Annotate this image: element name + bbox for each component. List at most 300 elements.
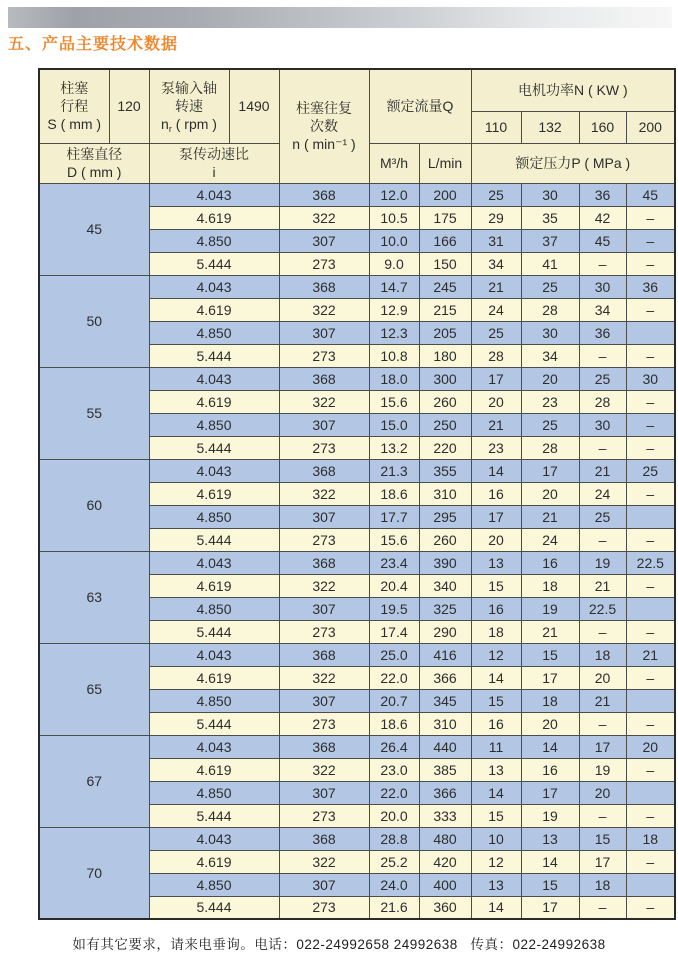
flow-lmin-cell: 295	[419, 505, 471, 528]
pressure-160-cell: 24	[579, 482, 626, 505]
table-row	[39, 551, 675, 574]
plunger-stroke-symbol: S ( mm )	[47, 116, 102, 133]
pressure-132-cell: 21	[521, 620, 579, 643]
flow-m3h-cell: 18.6	[369, 712, 419, 735]
flow-lmin-cell: 180	[419, 344, 471, 367]
pressure-110-cell: 15	[471, 689, 521, 712]
pressure-110-cell: 11	[471, 735, 521, 758]
plunger-stroke-header	[39, 69, 109, 143]
table-header	[39, 69, 675, 183]
ratio-cell: 4.619	[149, 206, 279, 229]
table-row	[39, 183, 675, 206]
ratio-cell: 4.043	[149, 735, 279, 758]
ratio-cell: 4.850	[149, 321, 279, 344]
pressure-110-cell: 20	[471, 528, 521, 551]
plunger-stroke-label-1: 柱塞	[60, 79, 89, 96]
power-col-200: 200	[626, 111, 675, 143]
pressure-132-cell: 28	[521, 436, 579, 459]
pressure-200-cell: –	[626, 758, 675, 781]
flow-lmin-header: L/min	[419, 143, 471, 183]
ratio-cell: 4.850	[149, 597, 279, 620]
flow-m3h-cell: 15.6	[369, 528, 419, 551]
flow-m3h-cell: 22.0	[369, 666, 419, 689]
ratio-cell: 4.619	[149, 298, 279, 321]
flow-m3h-cell: 25.0	[369, 643, 419, 666]
ratio-cell: 4.043	[149, 275, 279, 298]
ratio-cell: 4.850	[149, 689, 279, 712]
flow-lmin-cell: 480	[419, 827, 471, 850]
ratio-cell: 4.619	[149, 758, 279, 781]
pressure-200-cell: –	[626, 390, 675, 413]
diameter-cell: 70	[39, 827, 149, 919]
flow-m3h-cell: 20.0	[369, 804, 419, 827]
flow-m3h-cell: 18.0	[369, 367, 419, 390]
recip-count-cell: 368	[279, 551, 369, 574]
pressure-110-cell: 17	[471, 505, 521, 528]
flow-m3h-cell: 18.6	[369, 482, 419, 505]
recip-count-cell: 273	[279, 804, 369, 827]
pressure-200-cell: 20	[626, 735, 675, 758]
pressure-160-cell: 20	[579, 666, 626, 689]
pressure-160-cell: 18	[579, 873, 626, 896]
pressure-110-cell: 31	[471, 229, 521, 252]
recip-count-cell: 368	[279, 735, 369, 758]
pressure-160-cell: –	[579, 712, 626, 735]
drive-ratio-label-1: 泵传动速比	[179, 145, 249, 162]
pressure-110-cell: 25	[471, 321, 521, 344]
reciprocation-header	[279, 69, 369, 183]
flow-m3h-cell: 17.4	[369, 620, 419, 643]
flow-lmin-cell: 340	[419, 574, 471, 597]
pressure-132-cell: 20	[521, 712, 579, 735]
pressure-200-cell	[626, 781, 675, 804]
pressure-160-cell: 21	[579, 459, 626, 482]
pressure-200-cell: –	[626, 666, 675, 689]
pressure-132-cell: 18	[521, 574, 579, 597]
flow-lmin-cell: 260	[419, 390, 471, 413]
ratio-cell: 4.850	[149, 505, 279, 528]
recip-count-cell: 273	[279, 344, 369, 367]
pressure-200-cell: –	[626, 413, 675, 436]
motor-power-header: 电机功率N ( KW )	[471, 69, 675, 111]
pressure-132-cell: 35	[521, 206, 579, 229]
pressure-160-cell: –	[579, 528, 626, 551]
pressure-110-cell: 14	[471, 896, 521, 919]
pressure-132-cell: 37	[521, 229, 579, 252]
diameter-cell: 67	[39, 735, 149, 827]
pressure-132-cell: 14	[521, 850, 579, 873]
pressure-132-cell: 18	[521, 689, 579, 712]
table-row	[39, 643, 675, 666]
flow-lmin-cell: 366	[419, 666, 471, 689]
pressure-200-cell	[626, 873, 675, 896]
pressure-200-cell: 18	[626, 827, 675, 850]
pressure-200-cell: –	[626, 528, 675, 551]
pressure-200-cell: –	[626, 712, 675, 735]
pressure-160-cell: 17	[579, 850, 626, 873]
flow-m3h-cell: 19.5	[369, 597, 419, 620]
pressure-160-cell: 30	[579, 275, 626, 298]
flow-lmin-cell: 150	[419, 252, 471, 275]
pressure-110-cell: 18	[471, 620, 521, 643]
pressure-200-cell: –	[626, 620, 675, 643]
recip-count-cell: 322	[279, 666, 369, 689]
pressure-132-cell: 28	[521, 298, 579, 321]
pressure-200-cell	[626, 321, 675, 344]
recip-count-cell: 273	[279, 252, 369, 275]
power-col-132: 132	[521, 111, 579, 143]
recip-count-cell: 322	[279, 298, 369, 321]
ratio-cell: 4.619	[149, 390, 279, 413]
rated-flow-header: 额定流量Q	[369, 69, 471, 143]
recip-count-cell: 322	[279, 758, 369, 781]
recip-count-cell: 322	[279, 574, 369, 597]
pressure-200-cell	[626, 689, 675, 712]
plunger-stroke-label-2: 行程	[60, 98, 89, 115]
ratio-cell: 5.444	[149, 712, 279, 735]
pressure-110-cell: 14	[471, 666, 521, 689]
table-body	[39, 183, 675, 919]
pressure-110-cell: 13	[471, 873, 521, 896]
pressure-110-cell: 20	[471, 390, 521, 413]
flow-lmin-cell: 333	[419, 804, 471, 827]
flow-m3h-cell: 28.8	[369, 827, 419, 850]
table-row	[39, 735, 675, 758]
recip-count-cell: 368	[279, 367, 369, 390]
pressure-200-cell	[626, 505, 675, 528]
pressure-110-cell: 29	[471, 206, 521, 229]
pressure-132-cell: 17	[521, 666, 579, 689]
pressure-200-cell: –	[626, 229, 675, 252]
flow-lmin-cell: 220	[419, 436, 471, 459]
pressure-160-cell: 34	[579, 298, 626, 321]
flow-m3h-cell: 15.6	[369, 390, 419, 413]
plunger-diameter-label-1: 柱塞直径	[66, 145, 123, 162]
recip-count-cell: 368	[279, 459, 369, 482]
pressure-110-cell: 13	[471, 758, 521, 781]
pressure-160-cell: 36	[579, 321, 626, 344]
recip-count-cell: 307	[279, 229, 369, 252]
pressure-160-cell: 30	[579, 413, 626, 436]
power-col-110: 110	[471, 111, 521, 143]
plunger-diameter-symbol: D ( mm )	[67, 164, 122, 180]
flow-m3h-cell: 10.0	[369, 229, 419, 252]
pressure-160-cell: –	[579, 252, 626, 275]
pressure-110-cell: 24	[471, 298, 521, 321]
flow-lmin-cell: 416	[419, 643, 471, 666]
flow-m3h-cell: 13.2	[369, 436, 419, 459]
reciprocation-label-2: 次数	[310, 118, 338, 135]
pressure-200-cell: –	[626, 344, 675, 367]
pressure-132-cell: 21	[521, 505, 579, 528]
diameter-cell: 63	[39, 551, 149, 643]
pressure-132-cell: 16	[521, 758, 579, 781]
pressure-160-cell: 36	[579, 183, 626, 206]
pressure-110-cell: 12	[471, 850, 521, 873]
pressure-110-cell: 23	[471, 436, 521, 459]
pressure-200-cell: –	[626, 206, 675, 229]
pressure-160-cell: 19	[579, 758, 626, 781]
flow-m3h-cell: 14.7	[369, 275, 419, 298]
flow-lmin-cell: 166	[419, 229, 471, 252]
pressure-200-cell: 36	[626, 275, 675, 298]
pressure-200-cell	[626, 597, 675, 620]
pressure-132-cell: 19	[521, 804, 579, 827]
pressure-132-cell: 20	[521, 482, 579, 505]
subscript-r: r	[168, 124, 172, 135]
pressure-132-cell: 16	[521, 551, 579, 574]
pressure-132-cell: 14	[521, 735, 579, 758]
pressure-160-cell: 21	[579, 574, 626, 597]
pressure-200-cell: –	[626, 436, 675, 459]
pressure-132-cell: 30	[521, 183, 579, 206]
page-title: 五、产品主要技术数据	[8, 36, 179, 53]
pressure-132-cell: 17	[521, 459, 579, 482]
pressure-160-cell: 17	[579, 735, 626, 758]
flow-m3h-cell: 17.7	[369, 505, 419, 528]
ratio-cell: 5.444	[149, 804, 279, 827]
pressure-160-cell: 42	[579, 206, 626, 229]
pressure-200-cell: 22.5	[626, 551, 675, 574]
pressure-110-cell: 14	[471, 781, 521, 804]
pressure-110-cell: 16	[471, 712, 521, 735]
flow-lmin-cell: 175	[419, 206, 471, 229]
pressure-132-cell: 15	[521, 643, 579, 666]
flow-lmin-cell: 355	[419, 459, 471, 482]
flow-m3h-cell: 22.0	[369, 781, 419, 804]
ratio-cell: 4.850	[149, 413, 279, 436]
recip-count-cell: 322	[279, 206, 369, 229]
pressure-132-cell: 19	[521, 597, 579, 620]
plunger-stroke-value: 120	[109, 69, 149, 143]
pressure-110-cell: 10	[471, 827, 521, 850]
pressure-132-cell: 25	[521, 413, 579, 436]
pressure-110-cell: 34	[471, 252, 521, 275]
ratio-cell: 4.850	[149, 873, 279, 896]
recip-count-cell: 368	[279, 643, 369, 666]
ratio-cell: 4.043	[149, 459, 279, 482]
flow-lmin-cell: 290	[419, 620, 471, 643]
pressure-160-cell: 21	[579, 689, 626, 712]
pressure-160-cell: –	[579, 620, 626, 643]
flow-m3h-cell: 10.8	[369, 344, 419, 367]
ratio-cell: 4.043	[149, 643, 279, 666]
flow-lmin-cell: 260	[419, 528, 471, 551]
pressure-160-cell: –	[579, 436, 626, 459]
flow-m3h-cell: 26.4	[369, 735, 419, 758]
pressure-132-cell: 20	[521, 367, 579, 390]
pressure-160-cell: 28	[579, 390, 626, 413]
flow-lmin-cell: 215	[419, 298, 471, 321]
pressure-160-cell: –	[579, 804, 626, 827]
flow-m3h-cell: 24.0	[369, 873, 419, 896]
pressure-132-cell: 30	[521, 321, 579, 344]
input-shaft-speed-label-2: 转速	[175, 98, 203, 115]
pressure-160-cell: 25	[579, 367, 626, 390]
pressure-160-cell: 22.5	[579, 597, 626, 620]
ratio-cell: 5.444	[149, 528, 279, 551]
plunger-diameter-header	[39, 143, 149, 183]
flow-lmin-cell: 245	[419, 275, 471, 298]
pressure-132-cell: 13	[521, 827, 579, 850]
pressure-160-cell: 45	[579, 229, 626, 252]
table-row	[39, 275, 675, 298]
drive-ratio-symbol: i	[212, 164, 216, 180]
pressure-200-cell: 25	[626, 459, 675, 482]
flow-m3h-cell: 12.3	[369, 321, 419, 344]
top-gradient-bar	[8, 7, 672, 28]
power-col-160: 160	[579, 111, 626, 143]
ratio-cell: 4.619	[149, 850, 279, 873]
pressure-110-cell: 21	[471, 413, 521, 436]
flow-m3h-cell: 10.5	[369, 206, 419, 229]
flow-lmin-cell: 325	[419, 597, 471, 620]
flow-m3h-cell: 23.4	[369, 551, 419, 574]
pressure-200-cell: –	[626, 574, 675, 597]
pressure-160-cell: 19	[579, 551, 626, 574]
pressure-110-cell: 21	[471, 275, 521, 298]
ratio-cell: 5.444	[149, 896, 279, 919]
flow-lmin-cell: 400	[419, 873, 471, 896]
pressure-200-cell: –	[626, 482, 675, 505]
pressure-132-cell: 24	[521, 528, 579, 551]
recip-count-cell: 307	[279, 505, 369, 528]
recip-count-cell: 368	[279, 183, 369, 206]
pressure-160-cell: 25	[579, 505, 626, 528]
recip-count-cell: 368	[279, 827, 369, 850]
recip-count-cell: 273	[279, 528, 369, 551]
flow-m3h-cell: 21.3	[369, 459, 419, 482]
pressure-160-cell: 18	[579, 643, 626, 666]
pressure-110-cell: 13	[471, 551, 521, 574]
recip-count-cell: 307	[279, 321, 369, 344]
pressure-132-cell: 23	[521, 390, 579, 413]
ratio-cell: 4.043	[149, 827, 279, 850]
recip-count-cell: 273	[279, 712, 369, 735]
recip-count-cell: 322	[279, 390, 369, 413]
recip-count-cell: 368	[279, 275, 369, 298]
ratio-cell: 5.444	[149, 344, 279, 367]
diameter-cell: 45	[39, 183, 149, 275]
ratio-cell: 4.043	[149, 551, 279, 574]
pressure-200-cell: –	[626, 804, 675, 827]
pressure-132-cell: 17	[521, 781, 579, 804]
pressure-110-cell: 12	[471, 643, 521, 666]
recip-count-cell: 273	[279, 436, 369, 459]
pressure-110-cell: 15	[471, 574, 521, 597]
pressure-132-cell: 15	[521, 873, 579, 896]
pressure-110-cell: 16	[471, 597, 521, 620]
ratio-cell: 5.444	[149, 436, 279, 459]
flow-lmin-cell: 360	[419, 896, 471, 919]
flow-lmin-cell: 420	[419, 850, 471, 873]
header-row-top	[39, 69, 675, 111]
drive-ratio-header	[149, 143, 279, 183]
pressure-200-cell: 45	[626, 183, 675, 206]
flow-m3h-cell: 9.0	[369, 252, 419, 275]
pressure-110-cell: 15	[471, 804, 521, 827]
pressure-160-cell: –	[579, 344, 626, 367]
flow-m3h-header: M³/h	[369, 143, 419, 183]
table-row	[39, 459, 675, 482]
diameter-cell: 50	[39, 275, 149, 367]
pressure-132-cell: 25	[521, 275, 579, 298]
recip-count-cell: 273	[279, 896, 369, 919]
pressure-110-cell: 14	[471, 459, 521, 482]
reciprocation-symbol: n ( min⁻¹ )	[292, 136, 356, 153]
recip-count-cell: 307	[279, 873, 369, 896]
table-row	[39, 367, 675, 390]
pressure-110-cell: 17	[471, 367, 521, 390]
recip-count-cell: 322	[279, 482, 369, 505]
flow-lmin-cell: 345	[419, 689, 471, 712]
flow-lmin-cell: 385	[419, 758, 471, 781]
recip-count-cell: 307	[279, 597, 369, 620]
flow-m3h-cell: 12.0	[369, 183, 419, 206]
flow-lmin-cell: 310	[419, 712, 471, 735]
ratio-cell: 5.444	[149, 620, 279, 643]
ratio-cell: 4.850	[149, 229, 279, 252]
ratio-cell: 4.619	[149, 574, 279, 597]
pressure-200-cell: –	[626, 252, 675, 275]
recip-count-cell: 307	[279, 781, 369, 804]
input-shaft-speed-header	[149, 69, 229, 143]
pressure-200-cell: –	[626, 896, 675, 919]
diameter-cell: 55	[39, 367, 149, 459]
ratio-cell: 4.619	[149, 666, 279, 689]
spec-table	[38, 68, 676, 920]
flow-m3h-cell: 20.4	[369, 574, 419, 597]
flow-m3h-cell: 15.0	[369, 413, 419, 436]
flow-m3h-cell: 23.0	[369, 758, 419, 781]
ratio-cell: 5.444	[149, 252, 279, 275]
input-shaft-speed-value: 1490	[229, 69, 279, 143]
flow-m3h-cell: 21.6	[369, 896, 419, 919]
flow-lmin-cell: 200	[419, 183, 471, 206]
pressure-132-cell: 34	[521, 344, 579, 367]
recip-count-cell: 322	[279, 850, 369, 873]
flow-m3h-cell: 12.9	[369, 298, 419, 321]
flow-lmin-cell: 390	[419, 551, 471, 574]
pressure-132-cell: 41	[521, 252, 579, 275]
pressure-160-cell: 15	[579, 827, 626, 850]
diameter-cell: 60	[39, 459, 149, 551]
ratio-cell: 4.619	[149, 482, 279, 505]
flow-m3h-cell: 20.7	[369, 689, 419, 712]
input-shaft-speed-symbol: $n_r$ ( rpm )	[161, 116, 217, 135]
pressure-200-cell: –	[626, 850, 675, 873]
pressure-110-cell: 25	[471, 183, 521, 206]
input-shaft-speed-label-1: 泵输入轴	[161, 79, 217, 96]
pressure-200-cell: 21	[626, 643, 675, 666]
ratio-cell: 4.043	[149, 183, 279, 206]
pressure-200-cell: –	[626, 298, 675, 321]
flow-lmin-cell: 366	[419, 781, 471, 804]
flow-lmin-cell: 440	[419, 735, 471, 758]
recip-count-cell: 307	[279, 689, 369, 712]
flow-lmin-cell: 300	[419, 367, 471, 390]
reciprocation-label-1: 柱塞往复	[296, 99, 352, 116]
ratio-cell: 4.850	[149, 781, 279, 804]
pressure-132-cell: 17	[521, 896, 579, 919]
footer-note: 如有其它要求，请来电垂询。电话：022-24992658 24992638 传真：022-24992638	[72, 937, 606, 952]
ratio-cell: 4.043	[149, 367, 279, 390]
pressure-110-cell: 28	[471, 344, 521, 367]
diameter-cell: 65	[39, 643, 149, 735]
table-row	[39, 827, 675, 850]
pressure-110-cell: 16	[471, 482, 521, 505]
rated-pressure-header: 额定压力P ( MPa )	[471, 143, 675, 183]
